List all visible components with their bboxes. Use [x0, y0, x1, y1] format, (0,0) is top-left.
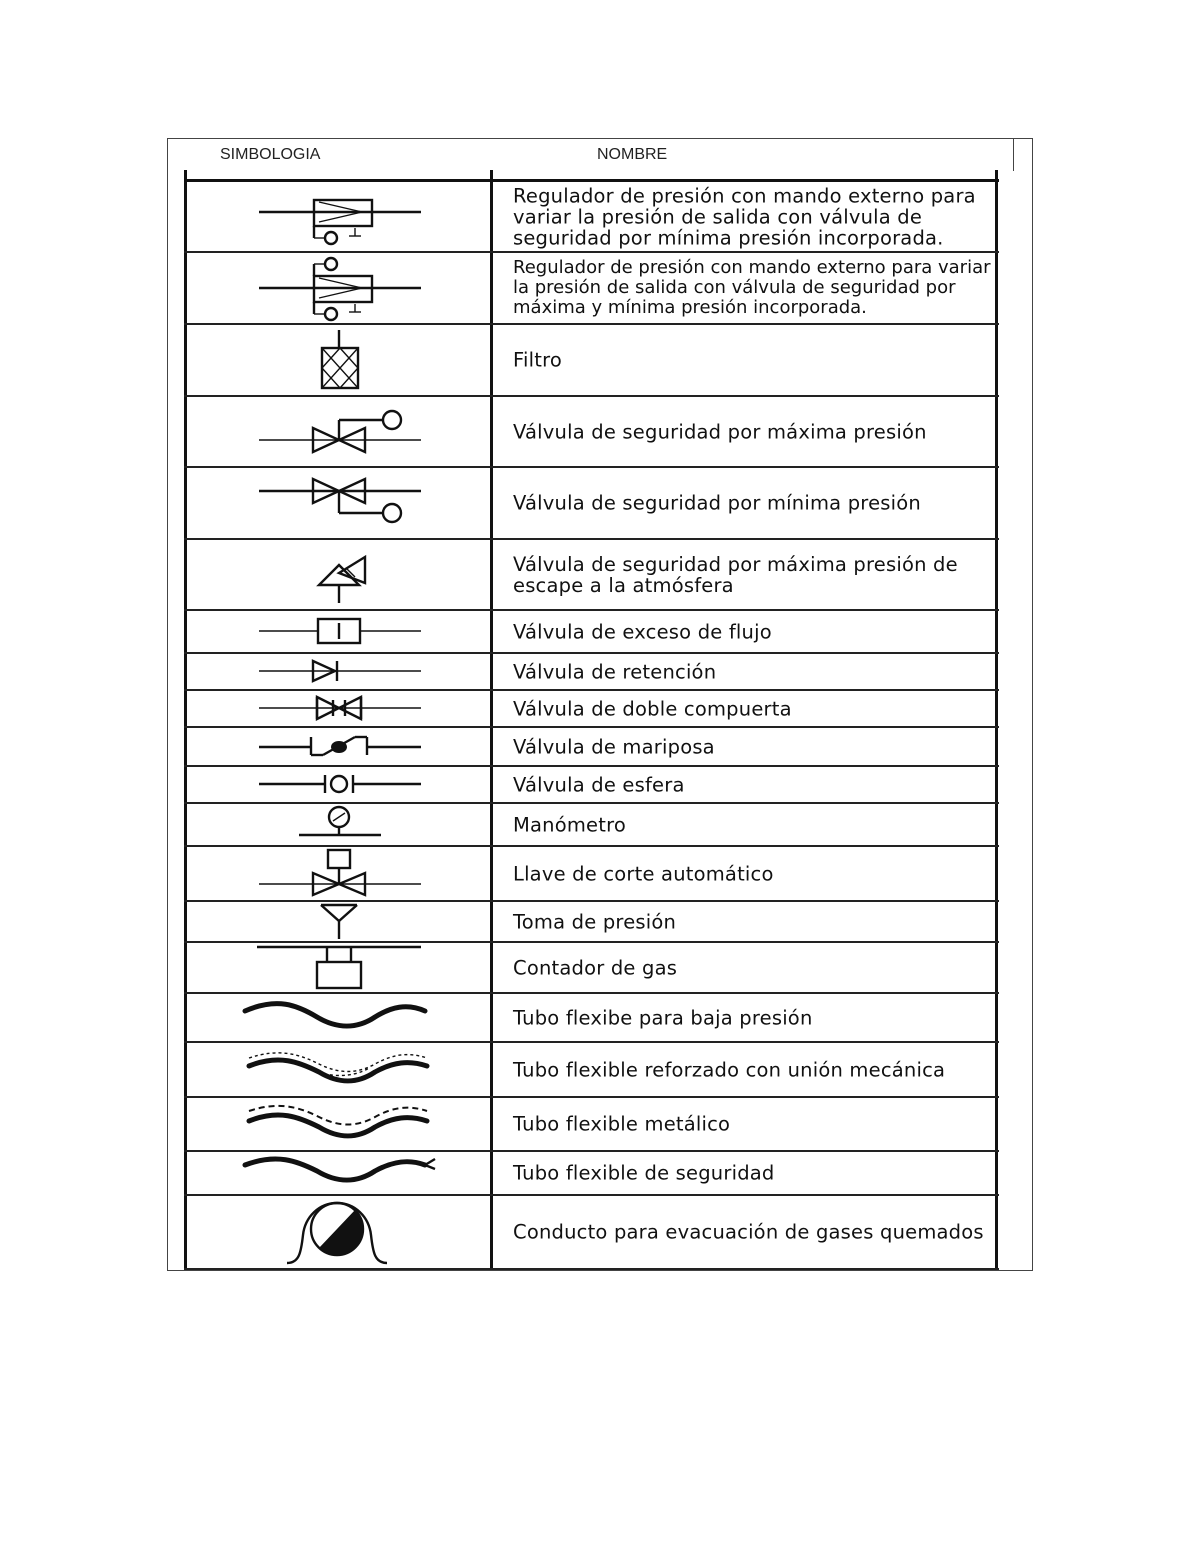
- gas-meter-icon: [187, 942, 490, 993]
- table-bottom-rule: [167, 1270, 1033, 1271]
- column-header-name: NOMBRE: [597, 146, 668, 163]
- row-label: Regulador de presión con mando externo para variar la presión de salida con válvula de seguridad por mínima presión incorporada.: [513, 184, 976, 250]
- row-label: Llave de corte automático: [513, 862, 774, 885]
- table-row: [184, 182, 999, 252]
- row-label: Conducto para evacuación de gases quemados: [513, 1220, 984, 1244]
- row-label: Tubo flexible reforzado con unión mecánica: [513, 1058, 946, 1081]
- row-label: Contador de gas: [513, 956, 678, 979]
- table-row: [184, 993, 999, 1042]
- header-divider: [1013, 139, 1014, 171]
- double-gate-valve-icon: [187, 690, 490, 727]
- table-row: [184, 766, 999, 803]
- table-row: [184, 1097, 999, 1151]
- min-pressure-safety-valve-icon: [187, 467, 490, 539]
- row-label: Manómetro: [513, 813, 627, 836]
- row-label: Válvula de exceso de flujo: [513, 620, 772, 643]
- table-row: [184, 396, 999, 467]
- table-row: [184, 1042, 999, 1097]
- check-valve-icon: [187, 653, 490, 690]
- table-row: [184, 803, 999, 846]
- row-label: Válvula de seguridad por mínima presión: [513, 491, 921, 515]
- row-label: Tubo flexibe para baja presión: [513, 1006, 813, 1029]
- max-pressure-safety-valve-icon: [187, 396, 490, 467]
- reinforced-flexible-hose-icon: [187, 1042, 490, 1097]
- table-row: [184, 610, 999, 653]
- row-label: Válvula de retención: [513, 660, 717, 683]
- row-label: Válvula de doble compuerta: [513, 697, 792, 720]
- row-label: Válvula de seguridad por máxima presión: [513, 420, 927, 443]
- metal-flexible-hose-icon: [187, 1097, 490, 1151]
- table-row: [184, 252, 999, 324]
- symbol-table: [184, 170, 999, 1270]
- pressure-regulator-min-safety-icon: [187, 182, 490, 252]
- column-header-symbol: SIMBOLOGIA: [220, 146, 321, 163]
- row-label: Válvula de esfera: [513, 773, 685, 796]
- table-row: [184, 942, 999, 993]
- table-row: [184, 653, 999, 690]
- excess-flow-valve-icon: [187, 610, 490, 653]
- table-row: [184, 324, 999, 396]
- row-divider: [184, 1268, 999, 1270]
- row-label: Filtro: [513, 348, 562, 372]
- table-row: [184, 901, 999, 942]
- ball-valve-icon: [187, 766, 490, 803]
- row-label: Toma de presión: [513, 910, 677, 933]
- table-row: [184, 727, 999, 766]
- pressure-regulator-max-min-safety-icon: [187, 252, 490, 324]
- pressure-tap-icon: [187, 901, 490, 942]
- row-label: Tubo flexible metálico: [513, 1112, 731, 1136]
- row-label: Tubo flexible de seguridad: [513, 1161, 775, 1185]
- relief-valve-atmosphere-icon: [187, 539, 490, 610]
- safety-flexible-hose-icon: [187, 1151, 490, 1195]
- butterfly-valve-icon: [187, 727, 490, 766]
- row-label: Regulador de presión con mando externo para variar la presión de salida con válvula de seguridad por máxima y mínima presión incorporada.: [513, 257, 991, 318]
- table-row: [184, 846, 999, 901]
- low-pressure-flexible-hose-icon: [187, 993, 490, 1042]
- filter-icon: [187, 324, 490, 396]
- table-row: [184, 1195, 999, 1269]
- table-row: [184, 1151, 999, 1195]
- manometer-icon: [187, 803, 490, 846]
- row-label: Válvula de seguridad por máxima presión de escape a la atmósfera: [513, 552, 958, 597]
- table-row: [184, 690, 999, 727]
- table-row: [184, 467, 999, 539]
- table-row: [184, 539, 999, 610]
- flue-gas-duct-icon: [187, 1195, 490, 1269]
- row-label: Válvula de mariposa: [513, 735, 715, 758]
- automatic-shutoff-valve-icon: [187, 846, 490, 901]
